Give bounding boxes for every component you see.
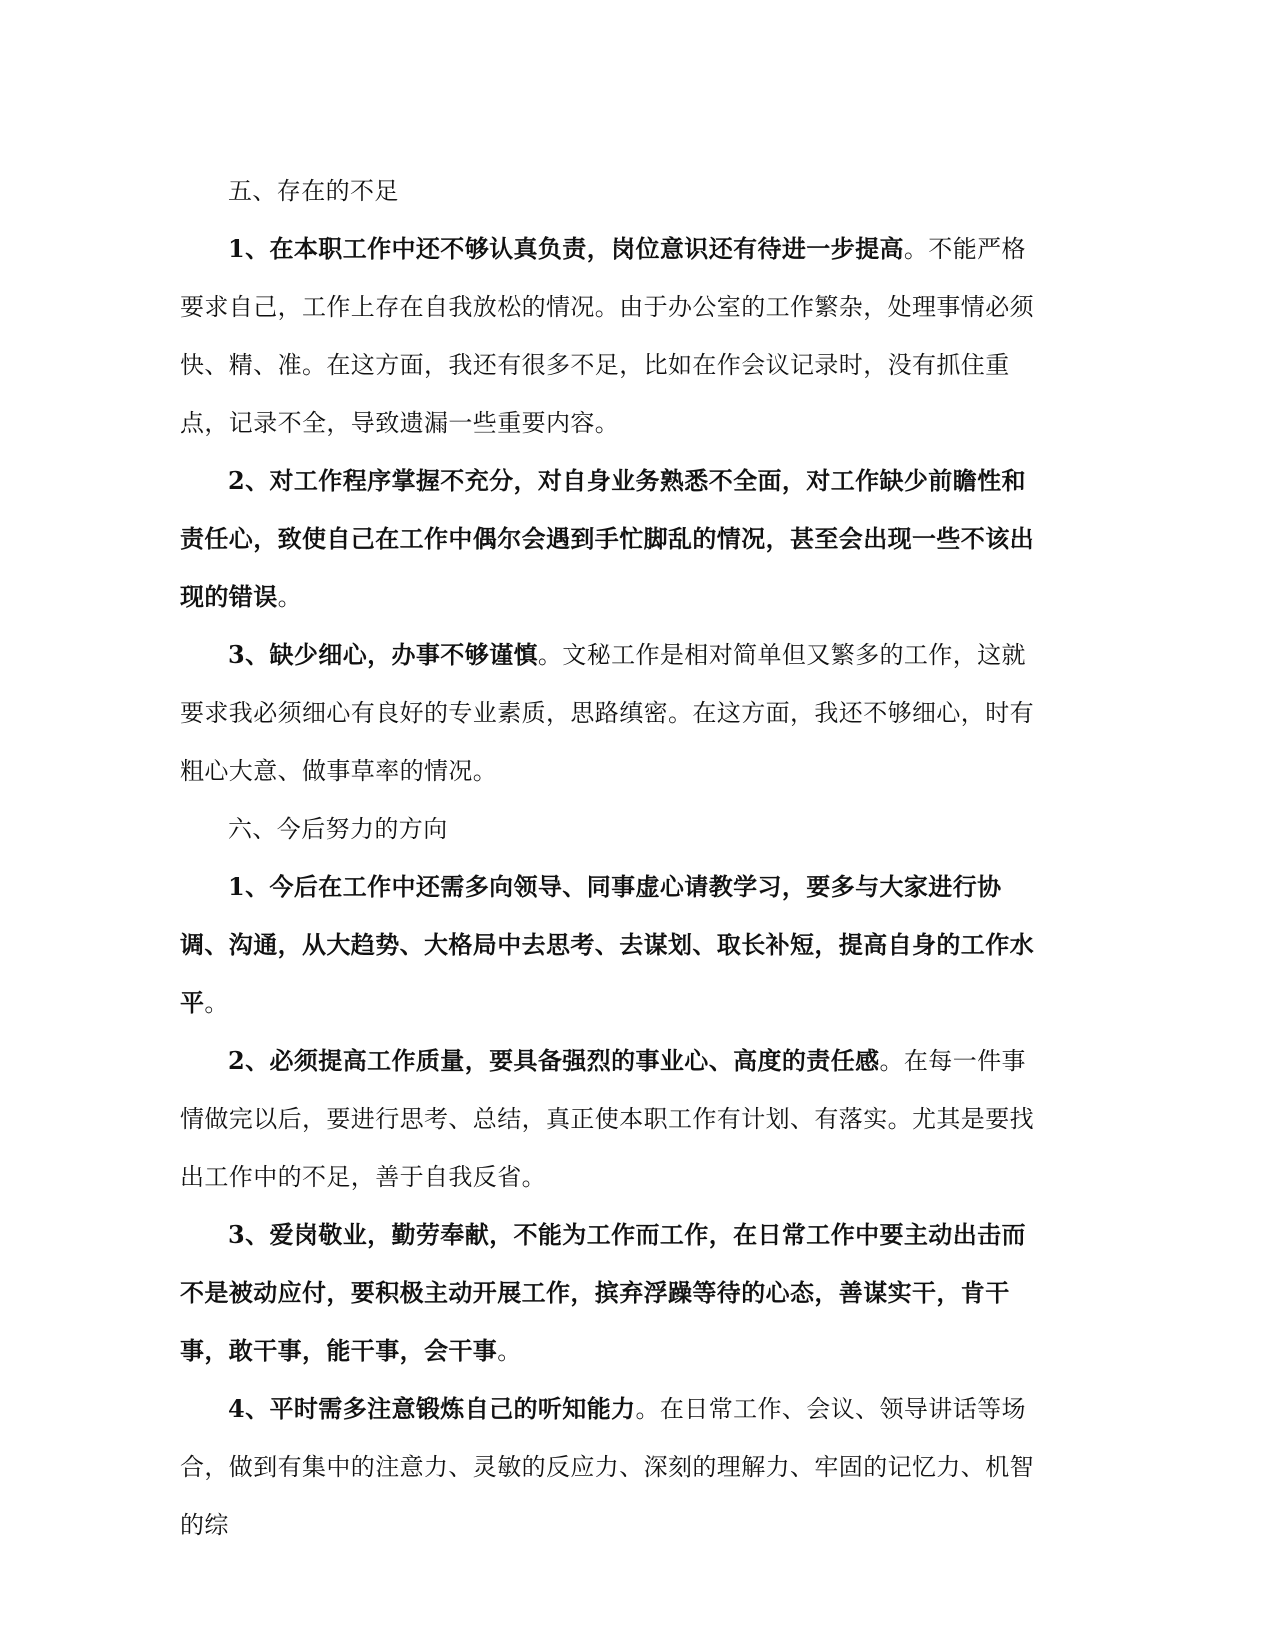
item-bold-text: 1、今后在工作中还需多向领导、同事虚心请教学习，要多与大家进行协调、沟通，从大趋势、大格局中去思考、去谋划、取长补短，提高自身的工作水平 (180, 872, 1034, 1017)
section-heading-future-direction: 六、今后努力的方向 (228, 815, 448, 843)
item-body-text: 。不能严格要求自己，工作上存在自我放松的情况。由于办公室的工作繁杂，处理事情必须快、精、准。在这方面，我还有很多不足，比如在作会议记录时，没有抓住重点，记录不全，导致遗漏一些重要内容。 (180, 235, 1034, 437)
shortcoming-item-3 (180, 626, 1045, 800)
shortcoming-item-2 (180, 452, 1045, 626)
item-body-text: 。 (277, 583, 303, 611)
direction-item-2 (180, 1032, 1045, 1206)
item-body-text: 。 (497, 1337, 522, 1365)
item-body-text: 。在每一件事情做完以后，要进行思考、总结，真正使本职工作有计划、有落实。尤其是要找出工作中的不足，善于自我反省。 (180, 1047, 1034, 1191)
item-body-text: 。在日常工作、会议、领导讲话等场合，做到有集中的注意力、灵敏的反应力、深刻的理解力、牢固的记忆力、机智的综 (180, 1395, 1034, 1539)
item-bold-text: 2、对工作程序掌握不充分，对自身业务熟悉不全面，对工作缺少前瞻性和责任心，致使自己在工作中偶尔会遇到手忙脚乱的情况，甚至会出现一些不该出现的错误 (180, 466, 1034, 611)
item-bold-text: 4、平时需多注意锻炼自己的听知能力 (228, 1394, 636, 1423)
shortcoming-item-1 (180, 220, 1045, 452)
item-bold-text: 2、必须提高工作质量，要具备强烈的事业心、高度的责任感 (228, 1046, 880, 1075)
direction-item-3 (180, 1206, 1045, 1380)
item-bold-text: 1、在本职工作中还不够认真负责，岗位意识还有待进一步提高 (228, 234, 904, 263)
document-page (180, 162, 1045, 1554)
direction-item-1 (180, 858, 1045, 1032)
item-bold-text: 3、爱岗敬业，勤劳奉献，不能为工作而工作，在日常工作中要主动出击而不是被动应付，要积极主动开展工作，摈弃浮躁等待的心态，善谋实干，肯干事，敢干事，能干事，会干事 (180, 1220, 1026, 1365)
section-heading-shortcomings: 五、存在的不足 (228, 177, 399, 205)
item-body-text: 。文秘工作是相对简单但又繁多的工作，这就要求我必须细心有良好的专业素质，思路缜密。在这方面，我还不够细心，时有粗心大意、做事草率的情况。 (180, 641, 1034, 785)
direction-item-4 (180, 1380, 1045, 1554)
item-body-text: 。 (204, 989, 229, 1017)
item-bold-text: 3、缺少细心，办事不够谨慎 (228, 640, 538, 669)
